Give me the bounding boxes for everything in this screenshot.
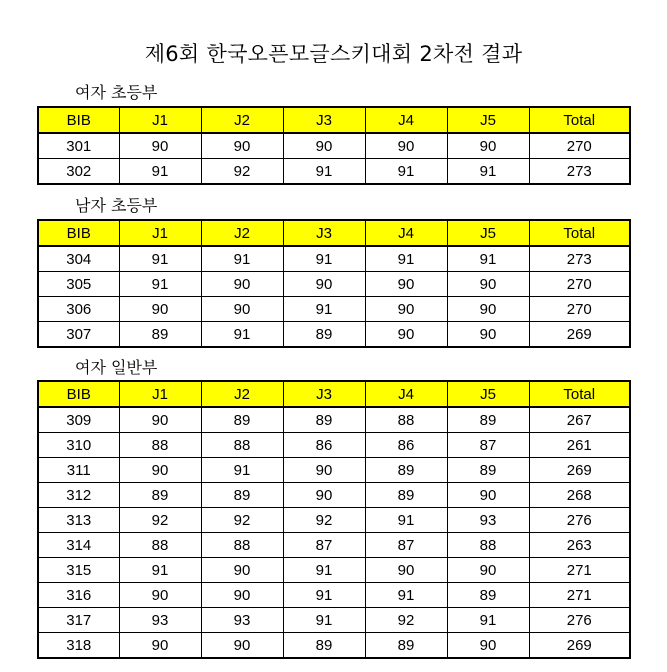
section-label-boys-elementary: 남자 초등부 (75, 196, 158, 215)
column-header-bib: BIB (38, 381, 119, 407)
cell-j2: 93 (201, 608, 283, 633)
column-header-j3: J3 (283, 107, 365, 133)
table-row (38, 633, 630, 659)
cell-j1: 90 (119, 583, 201, 608)
column-header-j5: J5 (447, 381, 529, 407)
cell-j5: 89 (447, 458, 529, 483)
cell-j1: 90 (119, 133, 201, 159)
cell-bib: 311 (38, 458, 119, 483)
section-label-girls-elementary: 여자 초등부 (75, 83, 158, 102)
cell-j4: 92 (365, 608, 447, 633)
cell-j1: 88 (119, 433, 201, 458)
cell-total: 268 (529, 483, 630, 508)
cell-j4: 90 (365, 558, 447, 583)
column-header-bib: BIB (38, 107, 119, 133)
column-header-j1: J1 (119, 220, 201, 246)
cell-j3: 91 (283, 246, 365, 272)
cell-j2: 91 (201, 458, 283, 483)
column-header-j2: J2 (201, 381, 283, 407)
page-title: 제6회 한국오픈모글스키대회 2차전 결과 (144, 42, 523, 66)
cell-j1: 93 (119, 608, 201, 633)
column-header-j4: J4 (365, 220, 447, 246)
cell-total: 271 (529, 558, 630, 583)
cell-j2: 88 (201, 533, 283, 558)
table-row (38, 433, 630, 458)
cell-j3: 90 (283, 483, 365, 508)
table-row (38, 407, 630, 433)
cell-j1: 91 (119, 272, 201, 297)
cell-j4: 91 (365, 246, 447, 272)
cell-j5: 91 (447, 246, 529, 272)
table-row (38, 533, 630, 558)
header-row (38, 220, 630, 246)
cell-total: 271 (529, 583, 630, 608)
cell-bib: 309 (38, 407, 119, 433)
results-table-boys-elementary (37, 219, 631, 348)
column-header-j5: J5 (447, 220, 529, 246)
cell-bib: 307 (38, 322, 119, 348)
cell-j4: 90 (365, 322, 447, 348)
column-header-j4: J4 (365, 381, 447, 407)
cell-j3: 91 (283, 583, 365, 608)
cell-bib: 310 (38, 433, 119, 458)
cell-j5: 87 (447, 433, 529, 458)
cell-j4: 89 (365, 483, 447, 508)
cell-bib: 304 (38, 246, 119, 272)
cell-j3: 86 (283, 433, 365, 458)
cell-j1: 90 (119, 407, 201, 433)
cell-j1: 91 (119, 558, 201, 583)
cell-j4: 90 (365, 133, 447, 159)
cell-j3: 91 (283, 159, 365, 185)
cell-j3: 91 (283, 297, 365, 322)
section-label-women-general: 여자 일반부 (75, 358, 158, 377)
header-row (38, 381, 630, 407)
table-row (38, 322, 630, 348)
cell-total: 270 (529, 133, 630, 159)
cell-bib: 316 (38, 583, 119, 608)
cell-j5: 90 (447, 483, 529, 508)
cell-j1: 90 (119, 458, 201, 483)
table-row (38, 583, 630, 608)
cell-j5: 88 (447, 533, 529, 558)
cell-bib: 301 (38, 133, 119, 159)
column-header-j3: J3 (283, 220, 365, 246)
table-row (38, 608, 630, 633)
column-header-total: Total (529, 381, 630, 407)
cell-j5: 90 (447, 297, 529, 322)
header-row (38, 107, 630, 133)
cell-j4: 91 (365, 159, 447, 185)
column-header-j2: J2 (201, 107, 283, 133)
cell-j5: 89 (447, 407, 529, 433)
cell-j3: 89 (283, 407, 365, 433)
cell-j4: 87 (365, 533, 447, 558)
cell-total: 273 (529, 159, 630, 185)
cell-j3: 92 (283, 508, 365, 533)
cell-bib: 306 (38, 297, 119, 322)
cell-bib: 318 (38, 633, 119, 659)
cell-j1: 91 (119, 159, 201, 185)
column-header-total: Total (529, 220, 630, 246)
cell-j1: 92 (119, 508, 201, 533)
cell-total: 276 (529, 608, 630, 633)
cell-j4: 86 (365, 433, 447, 458)
table-row (38, 297, 630, 322)
column-header-j2: J2 (201, 220, 283, 246)
cell-total: 273 (529, 246, 630, 272)
cell-j2: 91 (201, 246, 283, 272)
cell-bib: 313 (38, 508, 119, 533)
table-row (38, 508, 630, 533)
cell-j1: 88 (119, 533, 201, 558)
cell-j5: 90 (447, 558, 529, 583)
cell-j1: 90 (119, 297, 201, 322)
cell-j2: 91 (201, 322, 283, 348)
cell-bib: 314 (38, 533, 119, 558)
column-header-j5: J5 (447, 107, 529, 133)
cell-j4: 91 (365, 508, 447, 533)
cell-j5: 91 (447, 159, 529, 185)
cell-j1: 89 (119, 322, 201, 348)
cell-j2: 90 (201, 133, 283, 159)
cell-j2: 92 (201, 159, 283, 185)
cell-total: 269 (529, 633, 630, 659)
cell-total: 276 (529, 508, 630, 533)
cell-total: 263 (529, 533, 630, 558)
column-header-total: Total (529, 107, 630, 133)
cell-j2: 90 (201, 633, 283, 659)
cell-j1: 89 (119, 483, 201, 508)
table-row (38, 272, 630, 297)
column-header-j3: J3 (283, 381, 365, 407)
table-row (38, 458, 630, 483)
cell-j4: 89 (365, 458, 447, 483)
column-header-j4: J4 (365, 107, 447, 133)
cell-j4: 90 (365, 297, 447, 322)
table-row (38, 133, 630, 159)
cell-bib: 312 (38, 483, 119, 508)
cell-j3: 91 (283, 558, 365, 583)
cell-j2: 90 (201, 558, 283, 583)
cell-j5: 90 (447, 322, 529, 348)
cell-j4: 89 (365, 633, 447, 659)
cell-j3: 87 (283, 533, 365, 558)
results-table-women-general (37, 380, 631, 659)
column-header-j1: J1 (119, 107, 201, 133)
cell-j4: 88 (365, 407, 447, 433)
cell-bib: 315 (38, 558, 119, 583)
cell-bib: 305 (38, 272, 119, 297)
cell-total: 269 (529, 322, 630, 348)
table-row (38, 558, 630, 583)
cell-bib: 302 (38, 159, 119, 185)
cell-total: 261 (529, 433, 630, 458)
cell-j1: 91 (119, 246, 201, 272)
cell-bib: 317 (38, 608, 119, 633)
cell-j2: 90 (201, 297, 283, 322)
cell-total: 269 (529, 458, 630, 483)
cell-j2: 88 (201, 433, 283, 458)
results-table-girls-elementary (37, 106, 631, 185)
table-row (38, 483, 630, 508)
cell-j5: 91 (447, 608, 529, 633)
column-header-j1: J1 (119, 381, 201, 407)
cell-j3: 90 (283, 133, 365, 159)
cell-j3: 90 (283, 458, 365, 483)
cell-j5: 89 (447, 583, 529, 608)
cell-j4: 90 (365, 272, 447, 297)
cell-j2: 92 (201, 508, 283, 533)
cell-j3: 91 (283, 608, 365, 633)
cell-total: 270 (529, 297, 630, 322)
cell-j5: 90 (447, 133, 529, 159)
cell-j3: 90 (283, 272, 365, 297)
table-row (38, 159, 630, 185)
cell-j5: 90 (447, 633, 529, 659)
cell-total: 267 (529, 407, 630, 433)
cell-j2: 90 (201, 583, 283, 608)
cell-j2: 89 (201, 407, 283, 433)
cell-j3: 89 (283, 633, 365, 659)
cell-j1: 90 (119, 633, 201, 659)
cell-j4: 91 (365, 583, 447, 608)
cell-j2: 90 (201, 272, 283, 297)
column-header-bib: BIB (38, 220, 119, 246)
table-row (38, 246, 630, 272)
cell-j5: 90 (447, 272, 529, 297)
cell-j2: 89 (201, 483, 283, 508)
cell-j5: 93 (447, 508, 529, 533)
cell-total: 270 (529, 272, 630, 297)
cell-j3: 89 (283, 322, 365, 348)
